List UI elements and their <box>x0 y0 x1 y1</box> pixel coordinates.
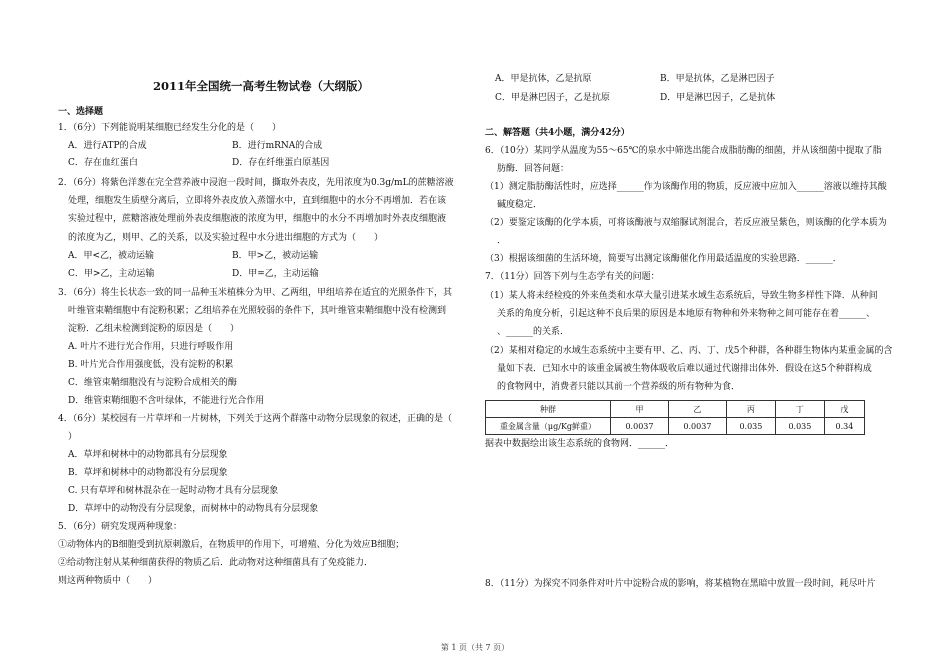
table-cell: 0.34 <box>824 418 864 435</box>
q4-option-b: B．草坪和树林中的动物都没有分层现象 <box>68 468 228 478</box>
heavy-metal-table <box>485 400 865 435</box>
q2-stem-4: 的浓度为乙，则甲、乙的关系，以及实验过程中水分进出细胞的方式为（ ） <box>68 233 384 243</box>
exam-title: 2011年全国统一高考生物试卷（大纲版） <box>153 79 370 93</box>
q2-option-b: B．甲>乙，被动运输 <box>232 251 319 261</box>
q7-part1-1: （1）某人将未经检疫的外来鱼类和水草大量引进某水域生态系统后，导致生物多样性下降．从种间 <box>485 291 878 301</box>
q4-stem-1: 4．（6分）某校园有一片草坪和一片树林，下列关于这两个群落中动物分层现象的叙述，正确的是（ <box>58 414 452 424</box>
q5-option-c: C．甲是淋巴因子，乙是抗原 <box>495 93 610 103</box>
q8-stem: 8．（11分）为探究不同条件对叶片中淀粉合成的影响，将某植物在黑暗中放置一段时间，耗尽叶片 <box>485 579 876 589</box>
q6-part2-1: （2）要鉴定该酶的化学本质，可将该酶液与双缩脲试剂混合，若反应液呈紫色，则该酶的化学本质为 <box>485 218 887 228</box>
q3-stem-3: 淀粉．乙组未检测到淀粉的原因是（ ） <box>68 324 240 334</box>
table-header-cell: 戊 <box>824 401 864 418</box>
page-footer: 第 1 页（共 7 页） <box>440 643 510 652</box>
q1-option-b: B．进行mRNA的合成 <box>232 141 323 151</box>
q7-part2-2: 量如下表．已知水中的该重金属被生物体吸收后难以通过代谢排出体外．假设在这5个种群构成 <box>497 364 872 374</box>
q5-stem-1: 5．（6分）研究发现两种现象： <box>58 522 182 532</box>
q5-option-a: A．甲是抗体，乙是抗原 <box>495 74 592 84</box>
q2-option-a: A．甲<乙，被动运输 <box>68 251 155 261</box>
section-choice-heading: 一、选择题 <box>58 107 104 117</box>
table-cell: 0.0037 <box>611 418 669 435</box>
q1-option-a: A．进行ATP的合成 <box>68 141 147 151</box>
q2-option-c: C．甲>乙，主动运输 <box>68 269 155 279</box>
q7-after-table: 据表中数据绘出该生态系统的食物网．______． <box>485 439 675 449</box>
q7-part2-1: （2）某相对稳定的水域生态系统中主要有甲、乙、丙、丁、戊5个种群，各种群生物体内某重金属的含 <box>485 346 893 356</box>
table-header-row <box>486 401 865 418</box>
q1-option-c: C．存在血红蛋白 <box>68 158 138 168</box>
table-row <box>486 418 865 435</box>
q5-stem-4: 则这两种物质中（ ） <box>58 576 158 586</box>
table-header-cell: 乙 <box>668 401 726 418</box>
q6-part1-1: （1）测定脂肪酶活性时，应选择______作为该酶作用的物质，反应液中应加入______溶液以维持其酸 <box>485 182 887 192</box>
q4-option-c: C. 只有草坪和树林混杂在一起时动物才具有分层现象 <box>68 486 279 496</box>
q7-part1-2: 关系的角度分析，引起这种不良后果的原因是本地原有物种和外来物种之间可能存在着______、 <box>497 309 876 319</box>
q3-stem-1: 3．（6分）将生长状态一致的同一品种玉米植株分为甲、乙两组，甲组培养在适宜的光照条件下，其 <box>58 288 452 298</box>
q7-part1-3: 、______的关系． <box>497 327 570 337</box>
q4-option-a: A．草坪和树林中的动物都具有分层现象 <box>68 450 228 460</box>
q2-stem-3: 实验过程中，蔗糖溶液处理前外表皮细胞液的浓度为甲，细胞中的水分不再增加时外表皮细胞液 <box>68 214 447 224</box>
q3-option-a: A. 叶片不进行光合作用，只进行呼吸作用 <box>68 342 234 352</box>
table-header-cell: 甲 <box>611 401 669 418</box>
q5-stem-2: ①动物体内的B细胞受到抗原刺激后，在物质甲的作用下，可增殖、分化为效应B细胞； <box>58 540 405 550</box>
q2-option-d: D．甲=乙，主动运输 <box>232 269 319 279</box>
table-cell: 0.035 <box>775 418 824 435</box>
table-cell: 0.035 <box>726 418 775 435</box>
q6-stem-2: 肪酶．回答问题： <box>497 164 570 174</box>
q6-part3: （3）根据该细菌的生活环境，简要写出测定该酶催化作用最适温度的实验思路．______． <box>485 254 842 264</box>
q3-option-b: B. 叶片光合作用强度低，没有淀粉的积累 <box>68 360 234 370</box>
q7-stem: 7．（11分）回答下列与生态学有关的问题： <box>485 272 660 282</box>
table-header-cell: 种群 <box>486 401 611 418</box>
q6-stem-1: 6．（10分）某同学从温度为55～65℃的泉水中筛选出能合成脂肪酶的细菌，并从该细菌中提取了脂 <box>485 146 882 156</box>
q6-part2-2: ． <box>497 236 507 246</box>
q3-option-d: D．维管束鞘细胞不含叶绿体，不能进行光合作用 <box>68 396 265 406</box>
q4-option-d: D．草坪中的动物没有分层现象，而树林中的动物具有分层现象 <box>68 504 319 514</box>
table-header-cell: 丙 <box>726 401 775 418</box>
section-answer-heading: 二、解答题（共4小题，满分42分） <box>485 128 630 138</box>
q3-stem-2: 叶维管束鞘细胞中有淀粉积累；乙组培养在光照较弱的条件下，其叶维管束鞘细胞中没有检测到 <box>68 306 447 316</box>
q1-stem: 1．（6分）下列能说明某细胞已经发生分化的是（ ） <box>58 123 281 133</box>
table-cell: 重金属含量（μg/Kg鲜重） <box>486 418 611 435</box>
q5-stem-3: ②给动物注射从某种细菌获得的物质乙后．此动物对这种细菌具有了免疫能力． <box>58 558 374 568</box>
table-header-cell: 丁 <box>775 401 824 418</box>
q6-part1-2: 碱度稳定． <box>497 200 543 210</box>
q5-option-b: B．甲是抗体，乙是淋巴因子 <box>660 74 775 84</box>
q3-option-c: C．维管束鞘细胞没有与淀粉合成相关的酶 <box>68 378 237 388</box>
q7-part2-3: 的食物网中，消费者只能以其前一个营养级的所有物种为食． <box>497 382 741 392</box>
q4-stem-2: ） <box>68 432 78 442</box>
q2-stem-2: 处理，细胞发生质壁分离后，立即将外表皮放入蒸馏水中，直到细胞中的水分不再增加．若在该 <box>68 196 447 206</box>
q5-option-d: D．甲是淋巴因子，乙是抗体 <box>660 93 776 103</box>
table-cell: 0.0037 <box>668 418 726 435</box>
q1-option-d: D．存在纤维蛋白原基因 <box>232 158 330 168</box>
q2-stem-1: 2．（6分）将紫色洋葱在完全营养液中浸泡一段时间，撕取外表皮，先用浓度为0.3g/mL的蔗糖溶液 <box>58 178 454 188</box>
